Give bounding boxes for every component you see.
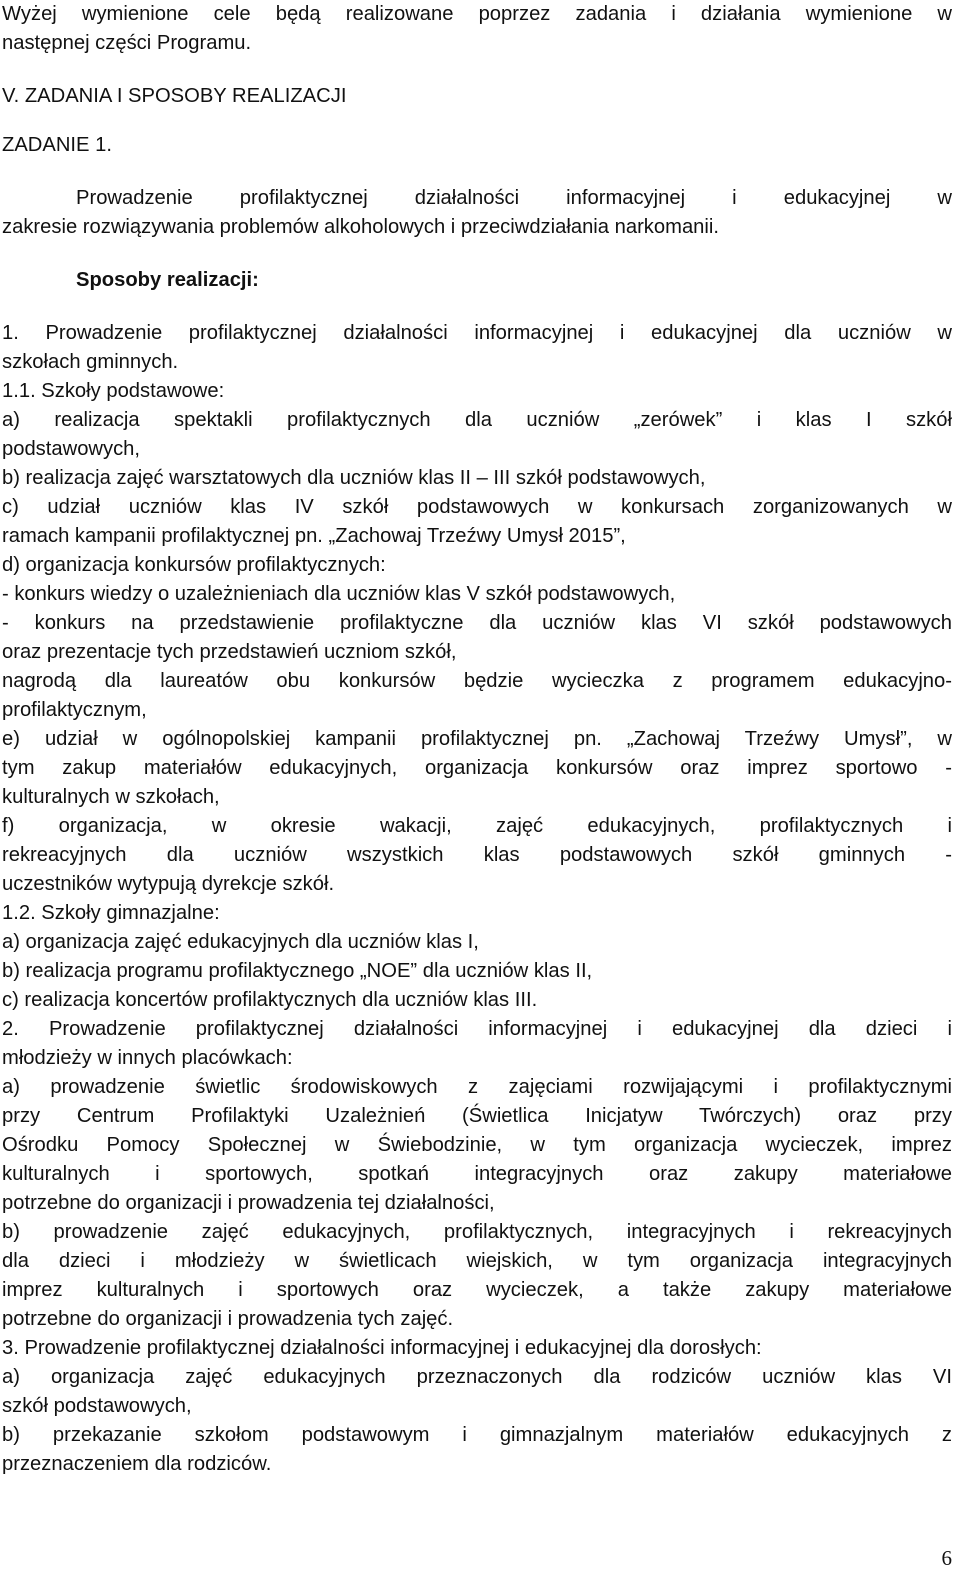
text-line: a) prowadzenie świetlic środowiskowych z zajęciami rozwijającymi i profilaktycznymi — [2, 1076, 952, 1098]
task-description-line-2: zakresie rozwiązywania problemów alkoholowych i przeciwdziałania narkomanii. — [2, 216, 719, 238]
intro-line-2: następnej części Programu. — [2, 32, 252, 54]
methods-list — [2, 319, 952, 1479]
text-line: b) realizacja zajęć warsztatowych dla uczniów klas II – III szkół podstawowych, — [2, 467, 706, 489]
text-line: c) realizacja koncertów profilaktycznych dla uczniów klas III. — [2, 989, 538, 1011]
page-number: 6 — [941, 1546, 952, 1570]
text-line: - konkurs wiedzy o uzależnieniach dla uczniów klas V szkół podstawowych, — [2, 583, 676, 605]
text-line: c) udział uczniów klas IV szkół podstawowych w konkursach zorganizowanych w — [2, 496, 952, 518]
text-line: rekreacyjnych dla uczniów wszystkich klas podstawowych szkół gminnych - — [2, 844, 952, 866]
text-line: - konkurs na przedstawienie profilaktyczne dla uczniów klas VI szkół podstawowych — [2, 612, 952, 634]
text-line: profilaktycznym, — [2, 699, 147, 721]
text-line: młodzieży w innych placówkach: — [2, 1047, 293, 1069]
text-line: potrzebne do organizacji i prowadzenia tych zajęć. — [2, 1308, 454, 1330]
text-line: 1.2. Szkoły gimnazjalne: — [2, 902, 220, 924]
text-line: kulturalnych i sportowych, spotkań integracyjnych oraz zakupy materiałowe — [2, 1163, 952, 1185]
text-line: 1.1. Szkoły podstawowe: — [2, 380, 225, 402]
text-line: nagrodą dla laureatów obu konkursów będzie wycieczka z programem edukacyjno- — [2, 670, 952, 692]
text-line: potrzebne do organizacji i prowadzenia tej działalności, — [2, 1192, 495, 1214]
text-line: tym zakup materiałów edukacyjnych, organizacja konkursów oraz imprez sportowo - — [2, 757, 952, 779]
text-line: 3. Prowadzenie profilaktycznej działalności informacyjnej i edukacyjnej dla dorosłych: — [2, 1337, 762, 1359]
intro-line-1: Wyżej wymienione cele będą realizowane poprzez zadania i działania wymienione w — [2, 3, 952, 25]
text-line: uczestników wytypują dyrekcje szkół. — [2, 873, 335, 895]
methods-heading: Sposoby realizacji: — [76, 269, 259, 291]
text-line: ramach kampanii profilaktycznej pn. „Zachowaj Trzeźwy Umysł 2015”, — [2, 525, 626, 547]
text-line: oraz prezentacje tych przedstawień uczniom szkół, — [2, 641, 457, 663]
task-heading: ZADANIE 1. — [2, 134, 112, 156]
text-line: podstawowych, — [2, 438, 141, 460]
text-line: e) udział w ogólnopolskiej kampanii profilaktycznej pn. „Zachowaj Trzeźwy Umysł”, w — [2, 728, 952, 750]
text-line: przeznaczeniem dla rodziców. — [2, 1453, 272, 1475]
text-line: 2. Prowadzenie profilaktycznej działalności informacyjnej i edukacyjnej dla dzieci i — [2, 1018, 952, 1040]
text-line: b) przekazanie szkołom podstawowym i gimnazjalnym materiałów edukacyjnych z — [2, 1424, 952, 1446]
text-line: szkół podstawowych, — [2, 1395, 192, 1417]
task-description-line-1: Prowadzenie profilaktycznej działalności informacyjnej i edukacyjnej w — [76, 187, 952, 209]
text-line: a) organizacja zajęć edukacyjnych przeznaczonych dla rodziców uczniów klas VI — [2, 1366, 952, 1388]
section-heading: V. ZADANIA I SPOSOBY REALIZACJI — [2, 85, 347, 107]
document-page — [2, 0, 952, 1479]
text-line: f) organizacja, w okresie wakacji, zajęć edukacyjnych, profilaktycznych i — [2, 815, 952, 837]
text-line: b) realizacja programu profilaktycznego „NOE” dla uczniów klas II, — [2, 960, 593, 982]
text-line: przy Centrum Profilaktyki Uzależnień (Świetlica Inicjatyw Twórczych) oraz przy — [2, 1105, 952, 1127]
text-line: b) prowadzenie zajęć edukacyjnych, profilaktycznych, integracyjnych i rekreacyjnych — [2, 1221, 952, 1243]
text-line: d) organizacja konkursów profilaktycznych: — [2, 554, 386, 576]
text-line: a) realizacja spektakli profilaktycznych dla uczniów „zerówek” i klas I szkół — [2, 409, 952, 431]
text-line: Ośrodku Pomocy Społecznej w Świebodzinie, w tym organizacja wycieczek, imprez — [2, 1134, 952, 1156]
text-line: 1. Prowadzenie profilaktycznej działalności informacyjnej i edukacyjnej dla uczniów w — [2, 322, 952, 344]
text-line: imprez kulturalnych i sportowych oraz wycieczek, a także zakupy materiałowe — [2, 1279, 952, 1301]
text-line: dla dzieci i młodzieży w świetlicach wiejskich, w tym organizacja integracyjnych — [2, 1250, 952, 1272]
text-line: a) organizacja zajęć edukacyjnych dla uczniów klas I, — [2, 931, 479, 953]
text-line: kulturalnych w szkołach, — [2, 786, 220, 808]
text-line: szkołach gminnych. — [2, 351, 179, 373]
